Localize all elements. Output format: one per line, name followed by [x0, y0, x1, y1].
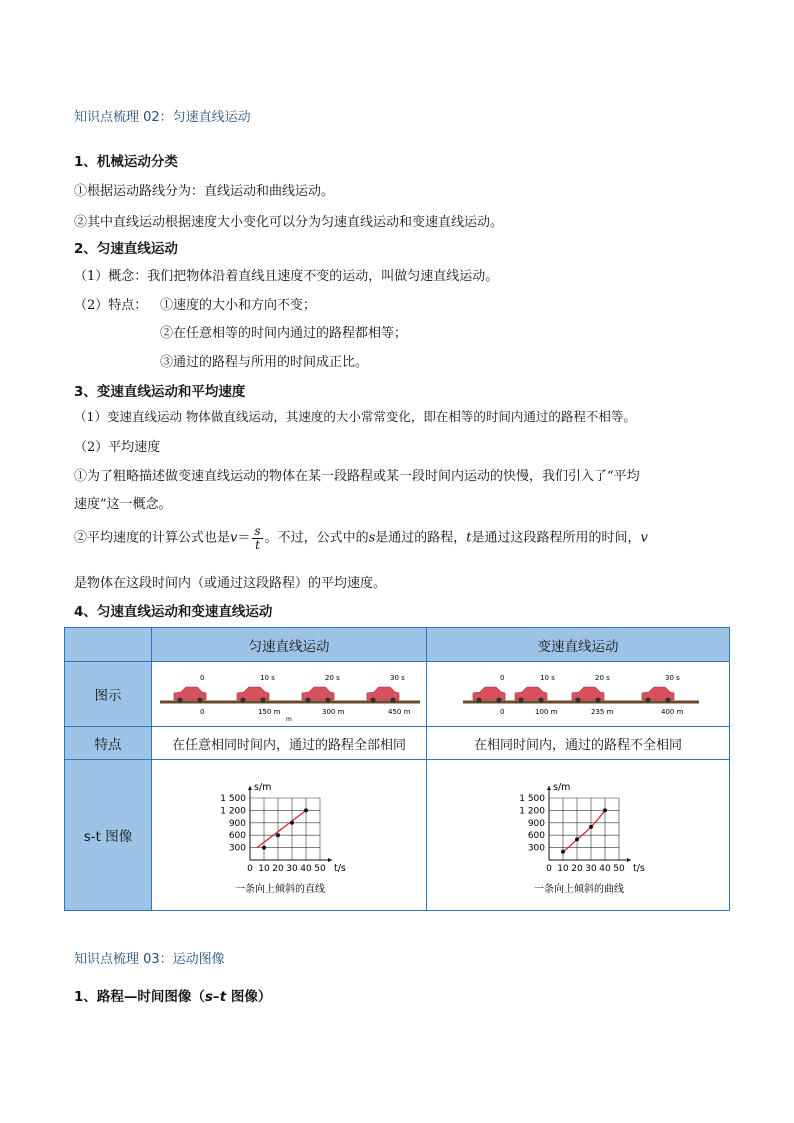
feature-variable: 在相同时间内，通过的路程不全相同: [427, 727, 730, 760]
x-tick-label: 50: [314, 864, 326, 874]
x-axis-label: t/s: [633, 863, 645, 874]
uniform-st-chart: [152, 760, 427, 906]
chart-caption: 一条向上倾斜的曲线: [534, 884, 624, 895]
y-tick-label: 1 500: [220, 794, 246, 804]
paragraph: ③通过的路程与所用的时间成正比。: [160, 355, 369, 370]
car-icon: [473, 687, 505, 703]
heading-uniform-motion: 2、匀速直线运动: [74, 241, 178, 257]
data-point: [262, 846, 266, 850]
unit-label: m: [286, 716, 292, 722]
y-tick-label: 1 500: [519, 794, 545, 804]
distance-label: 300 m: [322, 708, 345, 716]
car-icon: [174, 687, 206, 703]
paragraph: ②其中直线运动根据速度大小变化可以分为匀速直线运动和变速直线运动。: [74, 215, 504, 230]
row-header-feature: 特点: [65, 727, 152, 760]
distance-label: 235 m: [591, 708, 614, 716]
distance-label: 150 m: [258, 708, 281, 716]
data-point: [304, 808, 308, 812]
series-line: [563, 810, 605, 851]
series-line: [257, 810, 306, 847]
heading-st-graph: 1、路程—时间图像（s–t 图像）: [74, 989, 272, 1005]
y-axis-label: s/m: [254, 782, 272, 793]
car-icon: [572, 687, 604, 703]
data-point: [290, 821, 294, 825]
column-header-uniform: 匀速直线运动: [152, 628, 427, 662]
chart-caption: 一条向上倾斜的直线: [235, 884, 325, 895]
comparison-table: [64, 627, 730, 911]
x-tick-label: 0: [247, 864, 253, 874]
uniform-motion-diagram: [152, 662, 427, 727]
x-tick-label: 40: [300, 864, 312, 874]
fraction: $\frac{s}{t}$: [254, 524, 261, 552]
time-label: 10 s: [260, 674, 275, 682]
row-header-st-graph: s-t 图像: [65, 760, 152, 911]
section2-title: 知识点梳理 02：匀速直线运动: [74, 110, 251, 125]
paragraph: ①根据运动路线分为：直线运动和曲线运动。: [74, 184, 335, 199]
variable-car-diagram: [427, 662, 730, 722]
time-label: 0: [500, 674, 505, 682]
time-label: 20 s: [325, 674, 340, 682]
x-axis-arrow-icon: [328, 858, 332, 862]
y-tick-label: 900: [527, 818, 545, 829]
y-tick-label: 1 200: [519, 806, 545, 817]
data-point: [276, 833, 280, 837]
distance-label: 100 m: [535, 708, 558, 716]
distance-label: 0: [500, 708, 505, 716]
row-header-illustration: 图示: [65, 662, 152, 727]
heading-motion-classification: 1、机械运动分类: [74, 154, 178, 170]
x-tick-label: 50: [613, 864, 625, 874]
x-tick-label: 10: [258, 864, 270, 874]
column-header-variable: 变速直线运动: [427, 628, 730, 662]
paragraph: ①速度的大小和方向不变；: [160, 298, 317, 313]
paragraph: （2）特点：: [74, 298, 148, 313]
formula-paragraph: ②平均速度的计算公式也是v＝ $\frac{s}{t}$ 。不过，公式中的s是通过的路程，t是通过这段路程所用的时间，v: [74, 524, 648, 552]
car-icon: [302, 687, 334, 703]
data-point: [575, 837, 579, 841]
car-icon: [515, 687, 547, 703]
time-label: 0: [200, 674, 205, 682]
x-tick-label: 30: [585, 864, 597, 874]
x-axis-arrow-icon: [627, 858, 631, 862]
heading-comparison: 4、匀速直线运动和变速直线运动: [74, 604, 273, 620]
y-axis-arrow-icon: [547, 786, 551, 790]
car-icon: [237, 687, 269, 703]
time-label: 30 s: [665, 674, 680, 682]
y-tick-label: 600: [228, 831, 246, 842]
distance-label: 450 m: [388, 708, 411, 716]
y-axis-label: s/m: [553, 782, 571, 793]
y-tick-label: 300: [228, 843, 246, 854]
x-axis-label: t/s: [334, 863, 346, 874]
table-corner: [65, 628, 152, 662]
paragraph: （1）变速直线运动 物体做直线运动，其速度的大小常常变化，即在相等的时间内通过的路程不相等。: [74, 409, 636, 424]
variable-st-graph-cell: [427, 760, 730, 911]
car-icon: [367, 687, 399, 703]
paragraph: 速度”这一概念。: [74, 497, 172, 512]
x-tick-label: 10: [557, 864, 569, 874]
data-point: [589, 825, 593, 829]
uniform-car-diagram: [152, 662, 427, 722]
paragraph: ①为了粗略描述做变速直线运动的物体在某一段路程或某一段时间内运动的快慢，我们引入了“平均: [74, 469, 640, 484]
paragraph: 是物体在这段时间内（或通过这段路程）的平均速度。: [74, 576, 387, 591]
variable-st-chart: [427, 760, 730, 906]
data-point: [603, 808, 607, 812]
y-tick-label: 300: [527, 843, 545, 854]
y-tick-label: 600: [527, 831, 545, 842]
time-label: 30 s: [390, 674, 405, 682]
x-tick-label: 20: [571, 864, 583, 874]
section3-title: 知识点梳理 03：运动图像: [74, 952, 225, 967]
heading-variable-motion: 3、变速直线运动和平均速度: [74, 384, 246, 400]
x-tick-label: 0: [546, 864, 552, 874]
data-point: [561, 850, 565, 854]
distance-label: 0: [200, 708, 205, 716]
car-icon: [642, 687, 674, 703]
paragraph: （1）概念：我们把物体沿着直线且速度不变的运动，叫做匀速直线运动。: [74, 269, 499, 284]
variable-motion-diagram: [427, 662, 730, 727]
uniform-st-graph-cell: [152, 760, 427, 911]
distance-label: 400 m: [661, 708, 684, 716]
y-tick-label: 900: [228, 818, 246, 829]
time-label: 20 s: [595, 674, 610, 682]
paragraph: （2）平均速度: [74, 440, 161, 455]
x-tick-label: 20: [272, 864, 284, 874]
y-tick-label: 1 200: [220, 806, 246, 817]
y-axis-arrow-icon: [248, 786, 252, 790]
time-label: 10 s: [540, 674, 555, 682]
x-tick-label: 40: [599, 864, 611, 874]
x-tick-label: 30: [286, 864, 298, 874]
paragraph: ②在任意相等的时间内通过的路程都相等；: [160, 326, 408, 341]
feature-uniform: 在任意相同时间内，通过的路程全部相同: [152, 727, 427, 760]
